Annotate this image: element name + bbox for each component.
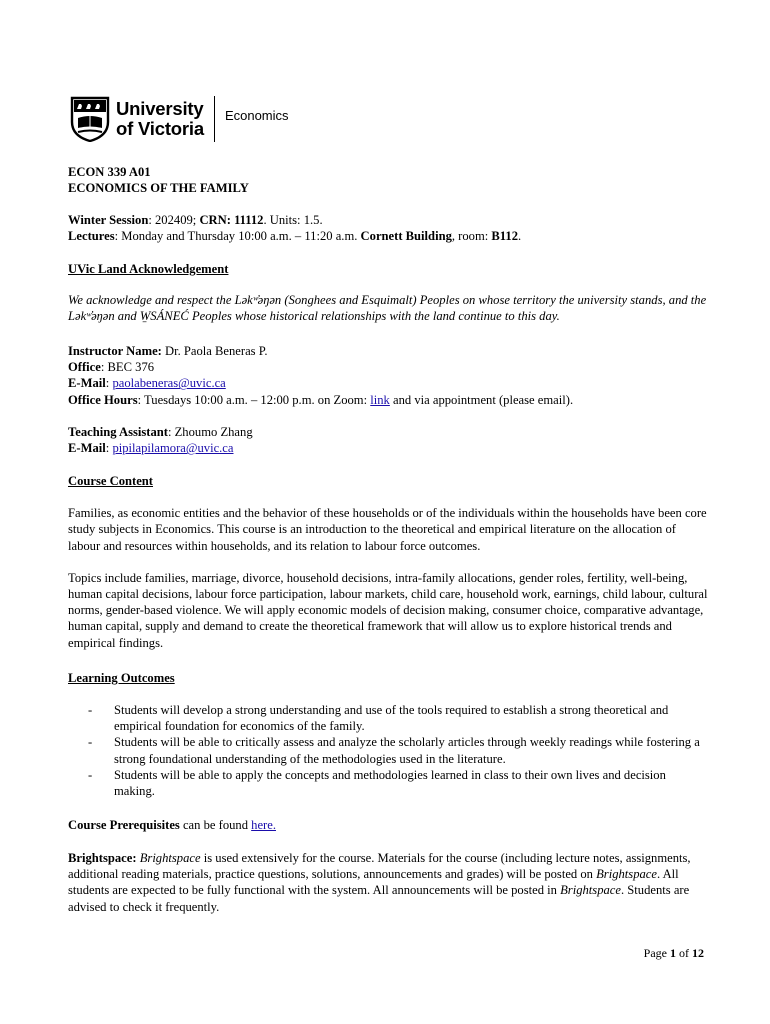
learning-outcomes-heading: Learning Outcomes: [68, 671, 175, 685]
office-hours-after: and via appointment (please email).: [389, 392, 574, 407]
instructor-name-label: Instructor Name:: [68, 344, 162, 358]
list-item-text: Students will be able to critically assess and analyze the scholarly articles through weekly readings while fostering a strong foundational understanding of the methodologies used in the literature.: [114, 735, 700, 766]
room-number: B112: [491, 229, 519, 244]
page-number: [644, 945, 704, 961]
instructor-email-sep: :: [105, 376, 113, 391]
list-item: [68, 767, 708, 799]
session-value: : 202409;: [148, 213, 200, 227]
ta-email-label: E-Mail: [68, 441, 106, 456]
units-text: . Units: 1.5.: [263, 213, 323, 227]
total-pages: 12: [692, 946, 704, 960]
learning-outcomes-list: [68, 702, 708, 799]
prerequisites-label: Course Prerequisites: [68, 818, 180, 832]
office-hours-line: [68, 392, 708, 408]
ta-name-line: [68, 424, 708, 440]
session-info: [68, 212, 708, 244]
ta-email-line: [68, 440, 708, 456]
course-code: ECON 339 A01: [68, 165, 151, 179]
brightspace-t4: . Students are advised to check it frequently.: [68, 883, 690, 914]
logo-divider: [214, 96, 215, 142]
university-logo: [70, 93, 289, 145]
ta-label: Teaching Assistant: [68, 425, 168, 439]
instructor-name-line: [68, 343, 708, 359]
list-bullet: -: [88, 735, 93, 750]
crest-icon: [70, 96, 110, 142]
office-label: Office: [68, 360, 101, 375]
ta-info: [68, 424, 708, 456]
office-hours-value: : Tuesdays 10:00 a.m. – 12:00 p.m. on Zoom:: [137, 392, 371, 407]
university-name: [116, 99, 204, 139]
room-period: .: [518, 229, 522, 244]
office-value: : BEC 376: [100, 360, 155, 375]
lectures-value: : Monday and Thursday 10:00 a.m. – 11:20 a.m.: [114, 229, 361, 244]
session-line: [68, 212, 708, 228]
lectures-label: Lectures: [68, 229, 115, 244]
course-content-para2: Topics include families, marriage, divorce, household decisions, intra-family allocations, gender roles, fertility, well-being, human capital decisions, labour force participation, labour markets, child care, household work, earnings, child labour, cultural norms, gender-based violence. We will apply economic models of decision making, consumer choice, comparative advantage, human capital, supply and demand to create the theoretical framework that will allow us to explore historical trends and empirical findings.: [68, 570, 708, 650]
instructor-email-label: E-Mail: [68, 376, 106, 391]
brightspace-section: [68, 850, 708, 915]
brightspace-t3: . All students are expected to be fully functional with the system. All announcements will be posted in: [68, 867, 679, 898]
brightspace-i3: Brightspace: [560, 883, 621, 898]
prerequisites: [68, 817, 708, 833]
ta-name: : Zhoumo Zhang: [167, 425, 253, 439]
list-bullet: -: [88, 767, 93, 782]
list-item-text: Students will develop a strong understanding and use of the tools required to establish a strong theoretical and empirical foundation for economics of the family.: [114, 703, 669, 734]
course-title: ECONOMICS OF THE FAMILY: [68, 181, 249, 196]
session-label: Winter Session: [68, 213, 149, 227]
list-item-text: Students will be able to apply the concepts and methodologies learned in class to their own lives and decision making.: [114, 767, 666, 799]
list-item: [68, 734, 708, 766]
land-text: We acknowledge and respect the Ləkʷ̓əŋən (Songhees and Esquimalt) Peoples on whose territory the university stands, and the Ləkʷ̓əŋən and W̱SÁNEĆ Peoples whose historical relationships with the land continue to this day.: [68, 293, 707, 324]
instructor-email-line: [68, 375, 708, 391]
prerequisites-line: [68, 817, 708, 833]
instructor-info: [68, 343, 708, 408]
brightspace-t2: is used extensively for the course. Materials for the course (including lecture notes, assignments, additional reading materials, practice questions, solutions, announcements and grades) will be posted on: [68, 851, 691, 882]
ta-email-link[interactable]: pipilapilamora@uvic.ca: [112, 441, 234, 456]
course-content-section: [68, 473, 708, 651]
office-hours-label: Office Hours: [68, 392, 138, 407]
office-line: [68, 359, 708, 375]
crn-label: CRN: 11112: [199, 213, 264, 227]
course-content-para1: Families, as economic entities and the behavior of these households or of the individuals within the households have been core study subjects in Economics. This course is an introduction to the theoretical and empirical literature on the allocation of labour and resources within households, and its relation to labour force outcomes.: [68, 506, 707, 553]
brightspace-i1: Brightspace: [139, 851, 201, 865]
department-name: Economics: [224, 107, 289, 123]
room-text: , room:: [451, 229, 492, 244]
prerequisites-text: can be found: [179, 818, 252, 832]
list-bullet: -: [88, 703, 93, 717]
prerequisites-link[interactable]: here.: [251, 818, 276, 832]
land-heading: UVic Land Acknowledgement: [68, 262, 229, 276]
list-item: [68, 702, 708, 734]
current-page: 1: [670, 946, 676, 960]
brightspace-para: [68, 850, 708, 915]
brightspace-i2: Brightspace: [596, 867, 657, 882]
course-content-heading: Course Content: [68, 474, 154, 488]
building-name: Cornett Building: [360, 229, 452, 244]
page-label: Page: [643, 946, 670, 960]
land-acknowledgement: [68, 261, 708, 325]
brightspace-label: Brightspace:: [68, 851, 137, 865]
ta-email-sep: :: [105, 441, 113, 456]
university-name-line2: of Victoria: [116, 118, 204, 139]
university-name-line1: University: [116, 98, 204, 119]
instructor-email-link[interactable]: paolabeneras@uvic.ca: [112, 376, 226, 391]
lectures-line: [68, 228, 708, 244]
zoom-link[interactable]: link: [370, 392, 390, 407]
learning-outcomes-heading-block: [68, 670, 708, 686]
instructor-name: Dr. Paola Beneras P.: [161, 344, 268, 358]
page-of: of: [676, 946, 692, 960]
course-header: [68, 164, 708, 196]
